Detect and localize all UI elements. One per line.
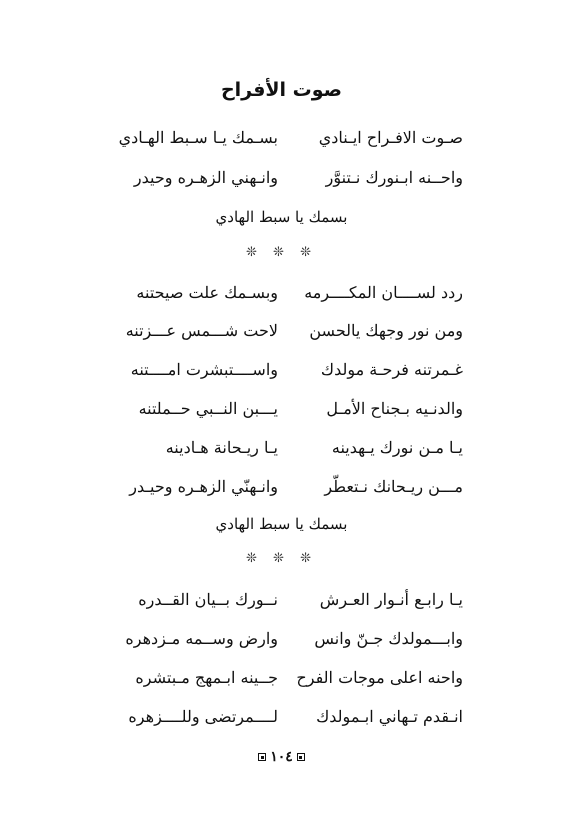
first-hemistich: انـقدم تـهاني ابـمولدك — [316, 707, 463, 726]
asterism-separator: ❊ ❊ ❊ — [246, 551, 317, 566]
second-hemistich: واســــتبشرت امــــتنه — [130, 360, 278, 379]
first-hemistich: ومن نور وجهك يالحسن — [309, 321, 463, 340]
couplet — [0, 357, 563, 383]
first-hemistich: والدنـيه بـجناح الأمـل — [326, 399, 463, 418]
couplet — [0, 165, 563, 191]
page-number-label: ١٠٤ — [270, 749, 293, 765]
second-hemistich: وارض وســمه مـزدهره — [125, 629, 278, 648]
first-hemistich: مـــن ريـحانك نـتعطّر — [324, 477, 463, 496]
second-hemistich: يـــبن النــبي حــملتنه — [138, 399, 278, 418]
couplet — [0, 626, 563, 652]
first-hemistich: يـا مـن نورك يـهدينه — [331, 438, 463, 457]
couplet — [0, 704, 563, 730]
second-hemistich: جــينه ابـمهج مـبتشره — [135, 668, 278, 687]
second-hemistich: لــــمرتضى وللــــزهره — [128, 707, 278, 726]
first-hemistich: واحــنه ابـنورك نـتنوَّر — [325, 168, 463, 187]
couplet — [0, 396, 563, 422]
couplet — [0, 474, 563, 500]
first-hemistich: وابـــمولدك جـنّ وانس — [314, 629, 463, 648]
couplet — [0, 280, 563, 306]
first-hemistich: ردد لســــان المكــــرمه — [304, 283, 463, 302]
couplet — [0, 125, 563, 151]
second-hemistich: وبسـمك علت صيحتنه — [136, 283, 278, 302]
couplet — [0, 587, 563, 613]
page-number — [0, 747, 563, 767]
square-ornament-icon — [297, 753, 305, 761]
second-hemistich: نــورك بــيان القــدره — [138, 590, 278, 609]
couplet — [0, 435, 563, 461]
poem-title: صوت الأفراح — [220, 79, 343, 101]
second-hemistich: يـا ريـحانة هـادينه — [165, 438, 278, 457]
refrain-line: بسمك يا سبط الهادي — [215, 208, 348, 226]
second-hemistich: وانـهني الزهـره وحيدر — [133, 168, 278, 187]
second-hemistich: وانـهنّي الزهـره وحيـدر — [129, 477, 278, 496]
refrain-line: بسمك يا سبط الهادي — [215, 515, 348, 533]
first-hemistich: غـمرتنه فرحـة مولدك — [320, 360, 463, 379]
square-ornament-icon — [258, 753, 266, 761]
couplet — [0, 318, 563, 344]
couplet — [0, 665, 563, 691]
first-hemistich: صـوت الافـراح ايـنادي — [318, 128, 463, 147]
first-hemistich: يـا رابـع أنـوار العـرش — [319, 590, 463, 609]
second-hemistich: بسـمك يـا سـبط الهـادي — [118, 128, 278, 147]
asterism-separator: ❊ ❊ ❊ — [246, 245, 317, 260]
first-hemistich: واحنه اعلى موجات الفرح — [296, 668, 463, 687]
second-hemistich: لاحت شـــمس عـــزتنه — [125, 321, 278, 340]
